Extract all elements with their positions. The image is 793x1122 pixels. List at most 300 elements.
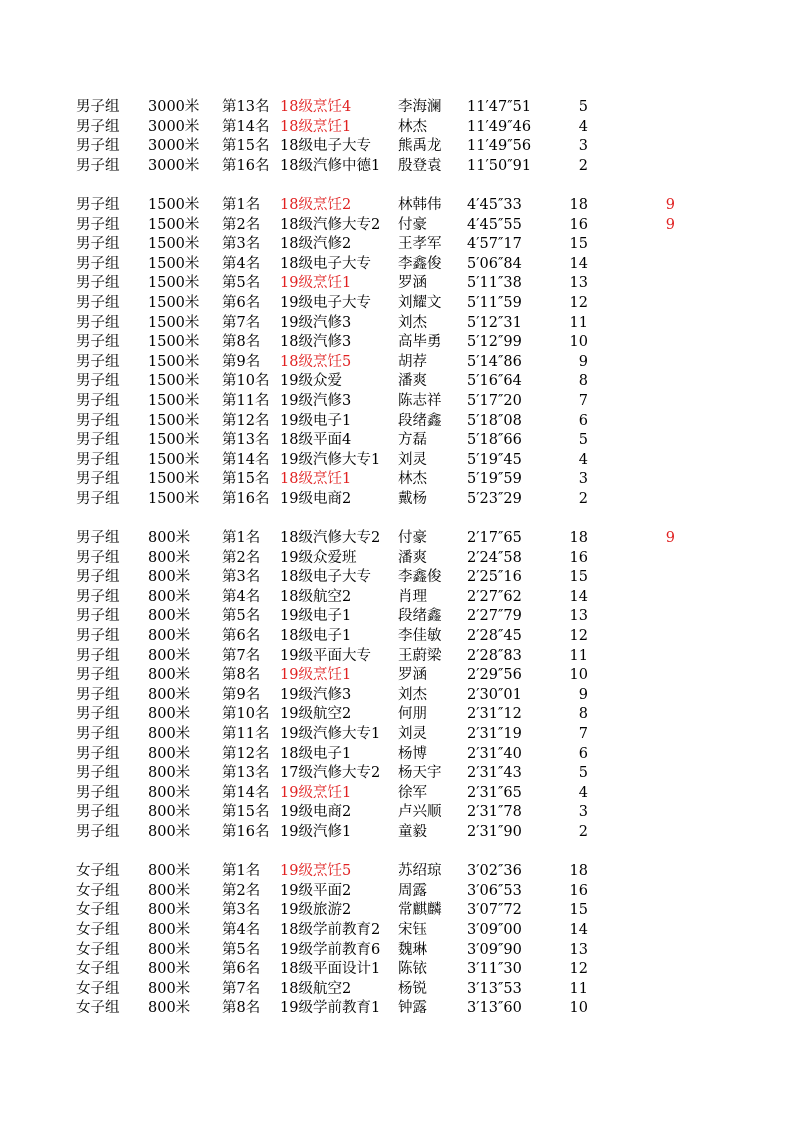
table-row bbox=[0, 216, 793, 236]
time-cell: 2′31″40 bbox=[467, 745, 522, 762]
table-row bbox=[0, 980, 793, 1000]
time-cell: 2′31″43 bbox=[467, 765, 522, 782]
name-cell: 杨天宇 bbox=[398, 765, 442, 782]
group-cell: 男子组 bbox=[76, 745, 120, 762]
table-row bbox=[0, 784, 793, 804]
event-cell: 1500米 bbox=[148, 216, 200, 233]
group-cell: 女子组 bbox=[76, 961, 120, 978]
table-row bbox=[0, 666, 793, 686]
event-cell: 1500米 bbox=[148, 373, 200, 390]
event-cell: 3000米 bbox=[148, 138, 200, 155]
table-row bbox=[0, 803, 793, 823]
time-cell: 3′07″72 bbox=[467, 902, 522, 919]
table-row bbox=[0, 745, 793, 765]
name-cell: 潘爽 bbox=[398, 549, 427, 566]
group-cell: 男子组 bbox=[76, 490, 120, 507]
rank-cell: 第5名 bbox=[222, 608, 261, 625]
points-cell: 11 bbox=[569, 314, 588, 331]
table-row bbox=[0, 490, 793, 510]
points-cell: 18 bbox=[569, 863, 588, 880]
group-cell: 男子组 bbox=[76, 647, 120, 664]
event-cell: 800米 bbox=[148, 628, 191, 645]
table-row bbox=[0, 901, 793, 921]
class-cell: 19级电商2 bbox=[280, 490, 352, 507]
points-cell: 6 bbox=[578, 412, 588, 429]
rank-cell: 第12名 bbox=[222, 745, 270, 762]
table-row bbox=[0, 451, 793, 471]
class-cell: 18级平面4 bbox=[280, 432, 352, 449]
table-row bbox=[0, 314, 793, 334]
class-cell: 18级汽修中德1 bbox=[280, 157, 381, 174]
name-cell: 付豪 bbox=[398, 216, 427, 233]
time-cell: 2′31″12 bbox=[467, 706, 522, 723]
class-cell: 18级电子1 bbox=[280, 745, 352, 762]
name-cell: 陈铱 bbox=[398, 961, 427, 978]
class-cell: 18级汽修3 bbox=[280, 334, 352, 351]
event-cell: 800米 bbox=[148, 686, 191, 703]
event-cell: 800米 bbox=[148, 804, 191, 821]
rank-cell: 第14名 bbox=[222, 451, 270, 468]
time-cell: 11′50″91 bbox=[467, 157, 532, 174]
time-cell: 2′31″19 bbox=[467, 726, 522, 742]
rank-cell: 第9名 bbox=[222, 353, 261, 370]
event-cell: 800米 bbox=[148, 882, 191, 899]
table-row bbox=[0, 941, 793, 961]
points-cell: 11 bbox=[569, 980, 588, 997]
points-cell: 7 bbox=[578, 392, 588, 409]
class-cell: 18级烹饪5 bbox=[280, 353, 352, 370]
time-cell: 2′17″65 bbox=[467, 530, 522, 547]
class-cell: 19级电子1 bbox=[280, 608, 352, 625]
points-cell: 10 bbox=[569, 1000, 588, 1017]
event-cell: 800米 bbox=[148, 765, 191, 782]
class-cell: 19级平面2 bbox=[280, 882, 352, 899]
points-cell: 18 bbox=[569, 196, 588, 213]
name-cell: 林韩伟 bbox=[398, 196, 442, 213]
event-cell: 1500米 bbox=[148, 236, 200, 253]
time-cell: 2′29″56 bbox=[467, 667, 522, 684]
table-row bbox=[0, 372, 793, 392]
table-row bbox=[0, 647, 793, 667]
event-cell: 800米 bbox=[148, 961, 191, 978]
event-cell: 1500米 bbox=[148, 451, 200, 468]
event-cell: 1500米 bbox=[148, 432, 200, 449]
name-cell: 刘灵 bbox=[398, 451, 427, 468]
points-cell: 8 bbox=[578, 706, 588, 723]
class-cell: 19级汽修1 bbox=[280, 823, 352, 840]
class-cell: 19级烹饪1 bbox=[280, 784, 352, 801]
name-cell: 熊禹龙 bbox=[398, 138, 442, 155]
event-cell: 800米 bbox=[148, 745, 191, 762]
rank-cell: 第1名 bbox=[222, 530, 261, 547]
table-row bbox=[0, 196, 793, 216]
table-row bbox=[0, 412, 793, 432]
result-block bbox=[0, 862, 793, 1019]
time-cell: 2′24″58 bbox=[467, 549, 522, 566]
points-cell: 5 bbox=[578, 432, 588, 449]
group-cell: 男子组 bbox=[76, 823, 120, 840]
class-cell: 19级平面大专 bbox=[280, 647, 371, 664]
event-cell: 1500米 bbox=[148, 412, 200, 429]
table-row bbox=[0, 431, 793, 451]
event-cell: 1500米 bbox=[148, 490, 200, 507]
table-row bbox=[0, 137, 793, 157]
group-cell: 男子组 bbox=[76, 99, 120, 115]
class-cell: 19级汽修3 bbox=[280, 392, 352, 409]
table-row bbox=[0, 999, 793, 1019]
group-cell: 女子组 bbox=[76, 882, 120, 899]
table-row bbox=[0, 686, 793, 706]
group-cell: 男子组 bbox=[76, 784, 120, 801]
points-cell: 12 bbox=[569, 294, 588, 311]
event-cell: 1500米 bbox=[148, 196, 200, 213]
table-row bbox=[0, 568, 793, 588]
table-row bbox=[0, 157, 793, 177]
rank-cell: 第7名 bbox=[222, 647, 261, 664]
name-cell: 李鑫俊 bbox=[398, 569, 442, 586]
class-cell: 19级汽修3 bbox=[280, 686, 352, 703]
rank-cell: 第13名 bbox=[222, 432, 270, 449]
event-cell: 800米 bbox=[148, 569, 191, 586]
points-cell: 11 bbox=[569, 647, 588, 664]
time-cell: 5′11″59 bbox=[467, 294, 522, 311]
class-cell: 19级学前教育6 bbox=[280, 941, 381, 958]
table-row bbox=[0, 705, 793, 725]
table-row bbox=[0, 627, 793, 647]
points-cell: 9 bbox=[578, 353, 588, 370]
group-cell: 男子组 bbox=[76, 138, 120, 155]
name-cell: 付豪 bbox=[398, 530, 427, 547]
group-cell: 男子组 bbox=[76, 255, 120, 272]
table-row bbox=[0, 764, 793, 784]
class-cell: 19级航空2 bbox=[280, 706, 352, 723]
result-block bbox=[0, 529, 793, 843]
name-cell: 宋钰 bbox=[398, 921, 427, 938]
time-cell: 2′28″83 bbox=[467, 647, 522, 664]
table-row bbox=[0, 960, 793, 980]
name-cell: 肖理 bbox=[398, 588, 427, 605]
rank-cell: 第8名 bbox=[222, 334, 261, 351]
time-cell: 5′18″66 bbox=[467, 432, 522, 449]
class-cell: 19级旅游2 bbox=[280, 902, 352, 919]
event-cell: 1500米 bbox=[148, 275, 200, 292]
time-cell: 11′49″56 bbox=[467, 138, 532, 155]
time-cell: 4′57″17 bbox=[467, 236, 522, 253]
table-row bbox=[0, 470, 793, 490]
points-cell: 2 bbox=[578, 823, 588, 840]
rank-cell: 第6名 bbox=[222, 628, 261, 645]
group-cell: 男子组 bbox=[76, 667, 120, 684]
class-cell: 18级电子大专 bbox=[280, 569, 371, 586]
class-cell: 18级学前教育2 bbox=[280, 921, 381, 938]
rank-cell: 第6名 bbox=[222, 961, 261, 978]
group-cell: 男子组 bbox=[76, 275, 120, 292]
result-block bbox=[0, 196, 793, 510]
event-cell: 800米 bbox=[148, 549, 191, 566]
event-cell: 800米 bbox=[148, 706, 191, 723]
points-cell: 12 bbox=[569, 961, 588, 978]
time-cell: 3′06″53 bbox=[467, 882, 522, 899]
group-cell: 男子组 bbox=[76, 314, 120, 331]
rank-cell: 第11名 bbox=[222, 726, 270, 742]
group-cell: 女子组 bbox=[76, 980, 120, 997]
group-cell: 男子组 bbox=[76, 294, 120, 311]
name-cell: 杨博 bbox=[398, 745, 427, 762]
table-row bbox=[0, 529, 793, 549]
time-cell: 2′28″45 bbox=[467, 628, 522, 645]
points-cell: 2 bbox=[578, 157, 588, 174]
name-cell: 李海澜 bbox=[398, 99, 442, 115]
event-cell: 800米 bbox=[148, 588, 191, 605]
table-row bbox=[0, 235, 793, 255]
rank-cell: 第4名 bbox=[222, 255, 261, 272]
points-cell: 4 bbox=[578, 784, 588, 801]
group-cell: 女子组 bbox=[76, 902, 120, 919]
group-cell: 男子组 bbox=[76, 412, 120, 429]
group-cell: 男子组 bbox=[76, 353, 120, 370]
name-cell: 林杰 bbox=[398, 118, 427, 135]
group-cell: 男子组 bbox=[76, 216, 120, 233]
points-cell: 4 bbox=[578, 451, 588, 468]
rank-cell: 第16名 bbox=[222, 490, 270, 507]
rank-cell: 第14名 bbox=[222, 118, 270, 135]
points-cell: 12 bbox=[569, 628, 588, 645]
name-cell: 童毅 bbox=[398, 823, 427, 840]
event-cell: 800米 bbox=[148, 941, 191, 958]
time-cell: 4′45″33 bbox=[467, 196, 522, 213]
points-cell: 8 bbox=[578, 373, 588, 390]
class-cell: 19级汽修大专1 bbox=[280, 726, 381, 742]
event-cell: 800米 bbox=[148, 726, 191, 742]
table-row bbox=[0, 353, 793, 373]
table-row bbox=[0, 921, 793, 941]
time-cell: 3′13″60 bbox=[467, 1000, 522, 1017]
name-cell: 杨锐 bbox=[398, 980, 427, 997]
time-cell: 5′19″59 bbox=[467, 471, 522, 488]
table-row bbox=[0, 882, 793, 902]
class-cell: 18级烹饪4 bbox=[280, 99, 352, 115]
group-cell: 男子组 bbox=[76, 451, 120, 468]
rank-cell: 第1名 bbox=[222, 196, 261, 213]
class-cell: 19级电子大专 bbox=[280, 294, 371, 311]
event-cell: 800米 bbox=[148, 647, 191, 664]
time-cell: 5′12″31 bbox=[467, 314, 522, 331]
name-cell: 殷登袁 bbox=[398, 157, 442, 174]
points-cell: 3 bbox=[578, 804, 588, 821]
rank-cell: 第10名 bbox=[222, 373, 270, 390]
name-cell: 林杰 bbox=[398, 471, 427, 488]
points-cell: 18 bbox=[569, 530, 588, 547]
rank-cell: 第8名 bbox=[222, 667, 261, 684]
event-cell: 800米 bbox=[148, 1000, 191, 1017]
rank-cell: 第5名 bbox=[222, 941, 261, 958]
group-cell: 男子组 bbox=[76, 334, 120, 351]
rank-cell: 第13名 bbox=[222, 99, 270, 115]
name-cell: 刘杰 bbox=[398, 686, 427, 703]
group-cell: 男子组 bbox=[76, 686, 120, 703]
event-cell: 800米 bbox=[148, 902, 191, 919]
name-cell: 卢兴顺 bbox=[398, 804, 442, 821]
event-cell: 800米 bbox=[148, 667, 191, 684]
rank-cell: 第16名 bbox=[222, 823, 270, 840]
points-cell: 2 bbox=[578, 490, 588, 507]
points-cell: 3 bbox=[578, 471, 588, 488]
points-cell: 13 bbox=[569, 941, 588, 958]
name-cell: 苏绍琼 bbox=[398, 863, 442, 880]
group-cell: 男子组 bbox=[76, 804, 120, 821]
group-cell: 男子组 bbox=[76, 118, 120, 135]
event-cell: 800米 bbox=[148, 980, 191, 997]
name-cell: 常麒麟 bbox=[398, 902, 442, 919]
rank-cell: 第12名 bbox=[222, 412, 270, 429]
table-row bbox=[0, 274, 793, 294]
rank-cell: 第10名 bbox=[222, 706, 270, 723]
extra-cell: 9 bbox=[665, 216, 675, 233]
event-cell: 800米 bbox=[148, 921, 191, 938]
class-cell: 19级烹饪1 bbox=[280, 275, 352, 292]
rank-cell: 第13名 bbox=[222, 765, 270, 782]
rank-cell: 第2名 bbox=[222, 216, 261, 233]
time-cell: 5′16″64 bbox=[467, 373, 522, 390]
event-cell: 800米 bbox=[148, 784, 191, 801]
group-cell: 女子组 bbox=[76, 863, 120, 880]
rank-cell: 第14名 bbox=[222, 784, 270, 801]
results-sheet bbox=[0, 98, 793, 1019]
extra-cell: 9 bbox=[665, 196, 675, 213]
event-cell: 1500米 bbox=[148, 314, 200, 331]
points-cell: 16 bbox=[569, 549, 588, 566]
table-row bbox=[0, 392, 793, 412]
group-cell: 男子组 bbox=[76, 392, 120, 409]
class-cell: 19级众爱 bbox=[280, 373, 342, 390]
class-cell: 19级烹饪5 bbox=[280, 863, 352, 880]
class-cell: 18级汽修2 bbox=[280, 236, 352, 253]
group-cell: 男子组 bbox=[76, 157, 120, 174]
time-cell: 3′09″00 bbox=[467, 921, 522, 938]
rank-cell: 第2名 bbox=[222, 549, 261, 566]
name-cell: 魏琳 bbox=[398, 941, 427, 958]
rank-cell: 第3名 bbox=[222, 902, 261, 919]
time-cell: 5′17″20 bbox=[467, 392, 522, 409]
rank-cell: 第11名 bbox=[222, 392, 270, 409]
event-cell: 800米 bbox=[148, 530, 191, 547]
class-cell: 18级汽修大专2 bbox=[280, 216, 381, 233]
class-cell: 18级电子大专 bbox=[280, 255, 371, 272]
time-cell: 5′19″45 bbox=[467, 451, 522, 468]
points-cell: 7 bbox=[578, 726, 588, 742]
group-cell: 男子组 bbox=[76, 549, 120, 566]
rank-cell: 第2名 bbox=[222, 882, 261, 899]
points-cell: 16 bbox=[569, 882, 588, 899]
name-cell: 陈志祥 bbox=[398, 392, 442, 409]
table-row bbox=[0, 823, 793, 843]
class-cell: 17级汽修大专2 bbox=[280, 765, 381, 782]
points-cell: 9 bbox=[578, 686, 588, 703]
rank-cell: 第4名 bbox=[222, 921, 261, 938]
event-cell: 800米 bbox=[148, 863, 191, 880]
extra-cell: 9 bbox=[665, 530, 675, 547]
group-cell: 男子组 bbox=[76, 726, 120, 742]
rank-cell: 第15名 bbox=[222, 804, 270, 821]
class-cell: 19级烹饪1 bbox=[280, 667, 352, 684]
class-cell: 18级电子大专 bbox=[280, 138, 371, 155]
time-cell: 3′11″30 bbox=[467, 961, 522, 978]
time-cell: 3′13″53 bbox=[467, 980, 522, 997]
time-cell: 5′12″99 bbox=[467, 334, 522, 351]
points-cell: 15 bbox=[569, 902, 588, 919]
class-cell: 18级航空2 bbox=[280, 588, 352, 605]
name-cell: 刘耀文 bbox=[398, 294, 442, 311]
class-cell: 18级汽修大专2 bbox=[280, 530, 381, 547]
event-cell: 3000米 bbox=[148, 99, 200, 115]
name-cell: 刘杰 bbox=[398, 314, 427, 331]
group-cell: 女子组 bbox=[76, 1000, 120, 1017]
time-cell: 2′31″90 bbox=[467, 823, 522, 840]
class-cell: 18级电子1 bbox=[280, 628, 352, 645]
name-cell: 高毕勇 bbox=[398, 334, 442, 351]
points-cell: 14 bbox=[569, 921, 588, 938]
name-cell: 李鑫俊 bbox=[398, 255, 442, 272]
result-block bbox=[0, 98, 793, 176]
name-cell: 钟露 bbox=[398, 1000, 427, 1017]
time-cell: 2′30″01 bbox=[467, 686, 522, 703]
time-cell: 5′23″29 bbox=[467, 490, 522, 507]
rank-cell: 第7名 bbox=[222, 314, 261, 331]
table-row bbox=[0, 98, 793, 118]
table-row bbox=[0, 255, 793, 275]
rank-cell: 第3名 bbox=[222, 236, 261, 253]
group-cell: 女子组 bbox=[76, 941, 120, 958]
name-cell: 罗涵 bbox=[398, 275, 427, 292]
group-cell: 男子组 bbox=[76, 196, 120, 213]
points-cell: 5 bbox=[578, 99, 588, 115]
class-cell: 19级汽修3 bbox=[280, 314, 352, 331]
time-cell: 2′25″16 bbox=[467, 569, 522, 586]
table-row bbox=[0, 607, 793, 627]
table-row bbox=[0, 118, 793, 138]
name-cell: 方磊 bbox=[398, 432, 427, 449]
group-cell: 女子组 bbox=[76, 921, 120, 938]
time-cell: 2′31″78 bbox=[467, 804, 522, 821]
group-cell: 男子组 bbox=[76, 569, 120, 586]
group-cell: 男子组 bbox=[76, 530, 120, 547]
group-cell: 男子组 bbox=[76, 373, 120, 390]
class-cell: 19级学前教育1 bbox=[280, 1000, 381, 1017]
table-row bbox=[0, 862, 793, 882]
name-cell: 刘灵 bbox=[398, 726, 427, 742]
rank-cell: 第4名 bbox=[222, 588, 261, 605]
name-cell: 徐军 bbox=[398, 784, 427, 801]
event-cell: 1500米 bbox=[148, 471, 200, 488]
group-cell: 男子组 bbox=[76, 588, 120, 605]
time-cell: 11′47″51 bbox=[467, 99, 532, 115]
group-cell: 男子组 bbox=[76, 471, 120, 488]
time-cell: 3′09″90 bbox=[467, 941, 522, 958]
rank-cell: 第8名 bbox=[222, 1000, 261, 1017]
table-row bbox=[0, 725, 793, 745]
name-cell: 胡荐 bbox=[398, 353, 427, 370]
group-cell: 男子组 bbox=[76, 432, 120, 449]
name-cell: 王孝军 bbox=[398, 236, 442, 253]
points-cell: 14 bbox=[569, 255, 588, 272]
name-cell: 潘爽 bbox=[398, 373, 427, 390]
rank-cell: 第16名 bbox=[222, 157, 270, 174]
name-cell: 戴杨 bbox=[398, 490, 427, 507]
table-row bbox=[0, 294, 793, 314]
name-cell: 李佳敏 bbox=[398, 628, 442, 645]
rank-cell: 第6名 bbox=[222, 294, 261, 311]
class-cell: 19级众爱班 bbox=[280, 549, 357, 566]
